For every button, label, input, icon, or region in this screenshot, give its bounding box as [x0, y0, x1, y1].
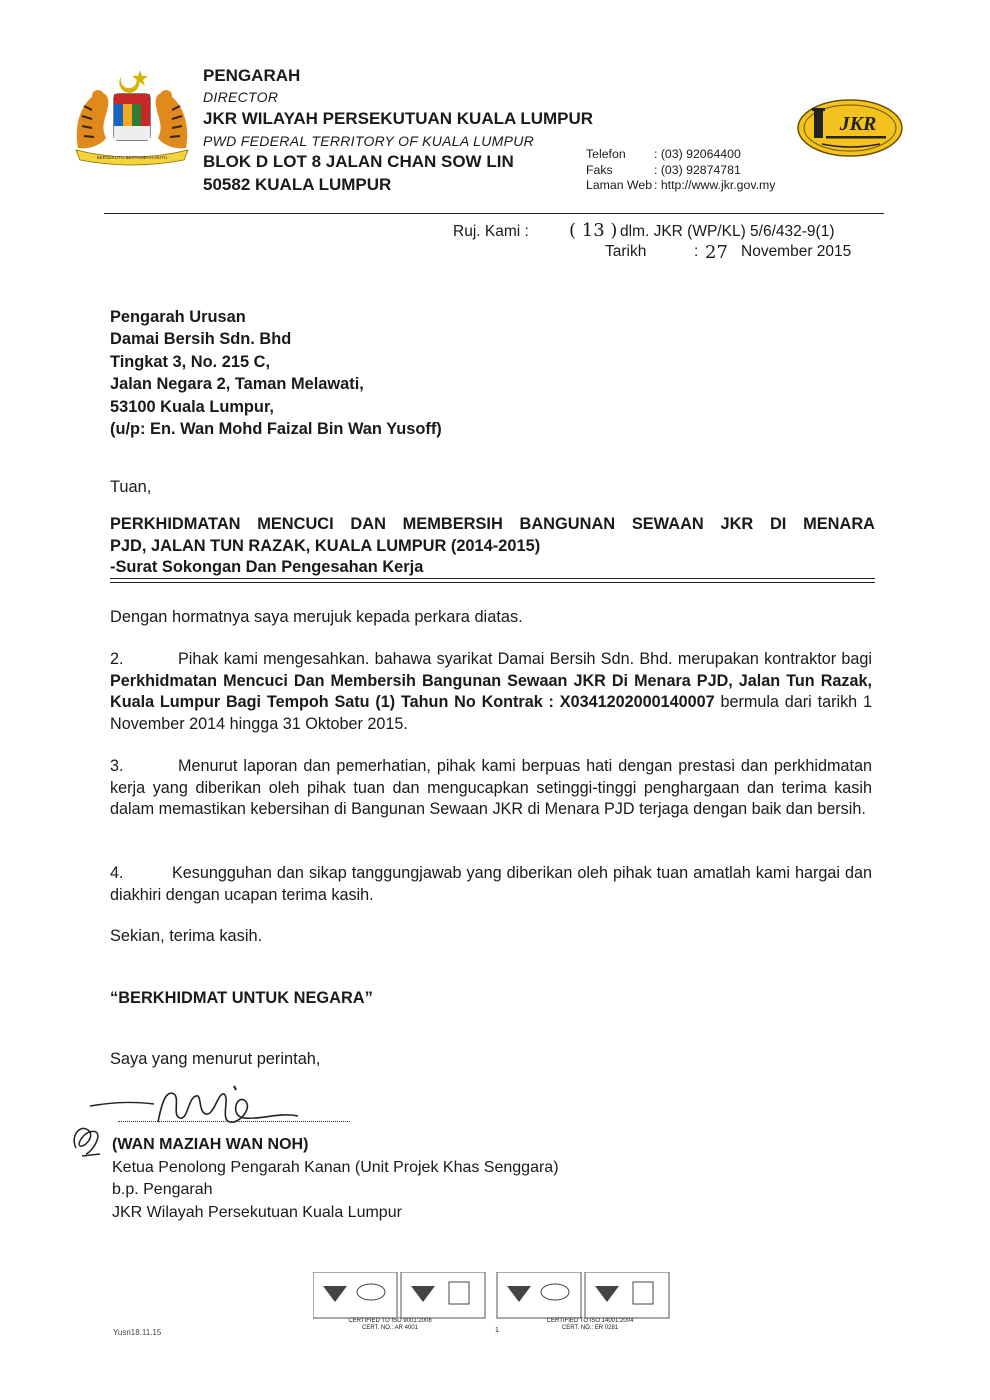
- letterhead-office-en: PWD FEDERAL TERRITORY OF KUALA LUMPUR: [203, 133, 535, 149]
- signature-line: [118, 1121, 350, 1122]
- paragraph-1: Dengan hormatnya saya merujuk kepada perkara diatas.: [110, 608, 523, 626]
- subject-line2: PJD, JALAN TUN RAZAK, KUALA LUMPUR (2014-2015): [110, 536, 541, 555]
- paragraph-4-number: 4.: [110, 864, 124, 882]
- recipient-line: 53100 Kuala Lumpur,: [110, 397, 274, 416]
- cert-iso9001: [325, 1318, 455, 1332]
- letterhead-title-en: DIRECTOR: [203, 89, 279, 105]
- paragraph-2: [110, 649, 872, 735]
- motto: “BERKHIDMAT UNTUK NEGARA”: [110, 989, 373, 1007]
- letterhead-address-line2: 50582 KUALA LUMPUR: [203, 175, 392, 194]
- subject-heading: [110, 514, 875, 579]
- ref-handwritten-number: ( 13 ): [569, 220, 618, 241]
- contact-block: [586, 147, 775, 194]
- subject-line3: -Surat Sokongan Dan Pengesahan Kerja: [110, 558, 424, 576]
- cert-iso14001-line1: CERTIFIED TO ISO 14001:2004: [546, 1318, 634, 1324]
- subject-underline: [110, 578, 875, 579]
- date-separator: :: [694, 243, 699, 260]
- signatory-department: JKR Wilayah Persekutuan Kuala Lumpur: [112, 1203, 402, 1221]
- contact-website[interactable]: Laman Web : http://www.jkr.gov.my: [586, 178, 776, 192]
- file-reference: Yusri18.11.15: [113, 1328, 162, 1337]
- svg-text:BERSEKUTU BERTAMBAH MUTU: BERSEKUTU BERTAMBAH MUTU: [96, 155, 168, 160]
- signatory-name: (WAN MAZIAH WAN NOH): [112, 1136, 309, 1153]
- salutation: Tuan,: [110, 478, 152, 496]
- subject-underline-double: [110, 582, 875, 583]
- signatory-block: [112, 1134, 559, 1224]
- recipient-line: Jalan Negara 2, Taman Melawati,: [110, 375, 364, 394]
- letterhead-divider: [104, 213, 884, 214]
- signatory-bp: b.p. Pengarah: [112, 1181, 213, 1198]
- contact-fax: Faks : (03) 92874781: [586, 162, 741, 177]
- paragraph-3-number: 3.: [110, 757, 124, 775]
- initial-mark-icon: [66, 1118, 106, 1162]
- closing: Sekian, terima kasih.: [110, 927, 263, 945]
- recipient-line: Pengarah Urusan: [110, 308, 246, 326]
- page-number: 1: [495, 1327, 499, 1334]
- paragraph-3-text: Menurut laporan dan pemerhatian, pihak kami berpuas hati dengan prestasi dan perkhidmatan kerja yang diberikan oleh pihak tuan dan mengucapkan setinggi-tinggi penghargaan dan terima kasih dalam memastikan kebersihan di Bangunan Sewaan JKR di Menara PJD terjaga dengan baik dan bersih.: [110, 757, 872, 818]
- malaysia-coat-of-arms-icon: [70, 66, 194, 166]
- recipient-line: Tingkat 3, No. 215 C,: [110, 352, 271, 371]
- date-value: November 2015: [741, 243, 852, 260]
- ref-label: Ruj. Kami :: [453, 223, 529, 240]
- paragraph-2-number: 2.: [110, 650, 124, 668]
- paragraph-2-contract: Perkhidmatan Mencuci Dan Membersih Bangunan Sewaan JKR Di Menara PJD, Jalan Tun Razak, Kuala Lumpur Bagi Tempoh Satu (1) Tahun No Kontrak : X0341202000140007: [110, 671, 872, 711]
- paragraph-4: [110, 863, 872, 906]
- paragraph-4-text: Kesungguhan dan sikap tanggungjawab yang diberikan oleh pihak tuan amatlah kami hargai dan diakhiri dengan ucapan terima kasih.: [110, 864, 872, 904]
- svg-text:JKR: JKR: [839, 113, 877, 135]
- letterhead-address-line1: BLOK D LOT 8 JALAN CHAN SOW LIN: [203, 152, 514, 171]
- contact-phone: Telefon : (03) 92064400: [586, 147, 741, 161]
- date-handwritten-day: 27: [705, 242, 728, 263]
- paragraph-3: [110, 756, 872, 821]
- cert-iso14001: [520, 1318, 660, 1332]
- ref-number: dlm. JKR (WP/KL) 5/6/432-9(1): [620, 223, 835, 240]
- signoff: Saya yang menurut perintah,: [110, 1050, 321, 1068]
- recipient-address: [110, 306, 442, 440]
- recipient-line: (u/p: En. Wan Mohd Faizal Bin Wan Yusoff): [110, 420, 442, 439]
- signature-icon: [84, 1072, 324, 1132]
- letterhead-office: JKR WILAYAH PERSEKUTUAN KUALA LUMPUR: [203, 109, 594, 128]
- cert-iso9001-line1: CERTIFIED TO ISO 9001:2008: [348, 1318, 432, 1324]
- jkr-logo-icon: [796, 98, 904, 158]
- signatory-position: Ketua Penolong Pengarah Kanan (Unit Projek Khas Senggara): [112, 1158, 559, 1176]
- paragraph-2-text-a: Pihak kami mengesahkan. bahawa syarikat Damai Bersih Sdn. Bhd. merupakan kontraktor bagi: [178, 650, 872, 668]
- subject-line1: PERKHIDMATAN MENCUCI DAN MEMBERSIH BANGUNAN SEWAAN JKR DI MENARA: [110, 515, 875, 533]
- cert-iso14001-line2: CERT. NO.: ER 0281: [561, 1325, 619, 1331]
- cert-iso9001-line2: CERT. NO.: AR 4001: [362, 1325, 418, 1331]
- letterhead-title: PENGARAH: [203, 66, 301, 85]
- paragraph-2-text-c: bermula dari tarikh 1 November 2014 hingga 31 Oktober 2015.: [110, 693, 872, 733]
- date-label: Tarikh: [605, 243, 647, 260]
- recipient-line: Damai Bersih Sdn. Bhd: [110, 330, 292, 349]
- certification-badges-icon: [313, 1272, 676, 1322]
